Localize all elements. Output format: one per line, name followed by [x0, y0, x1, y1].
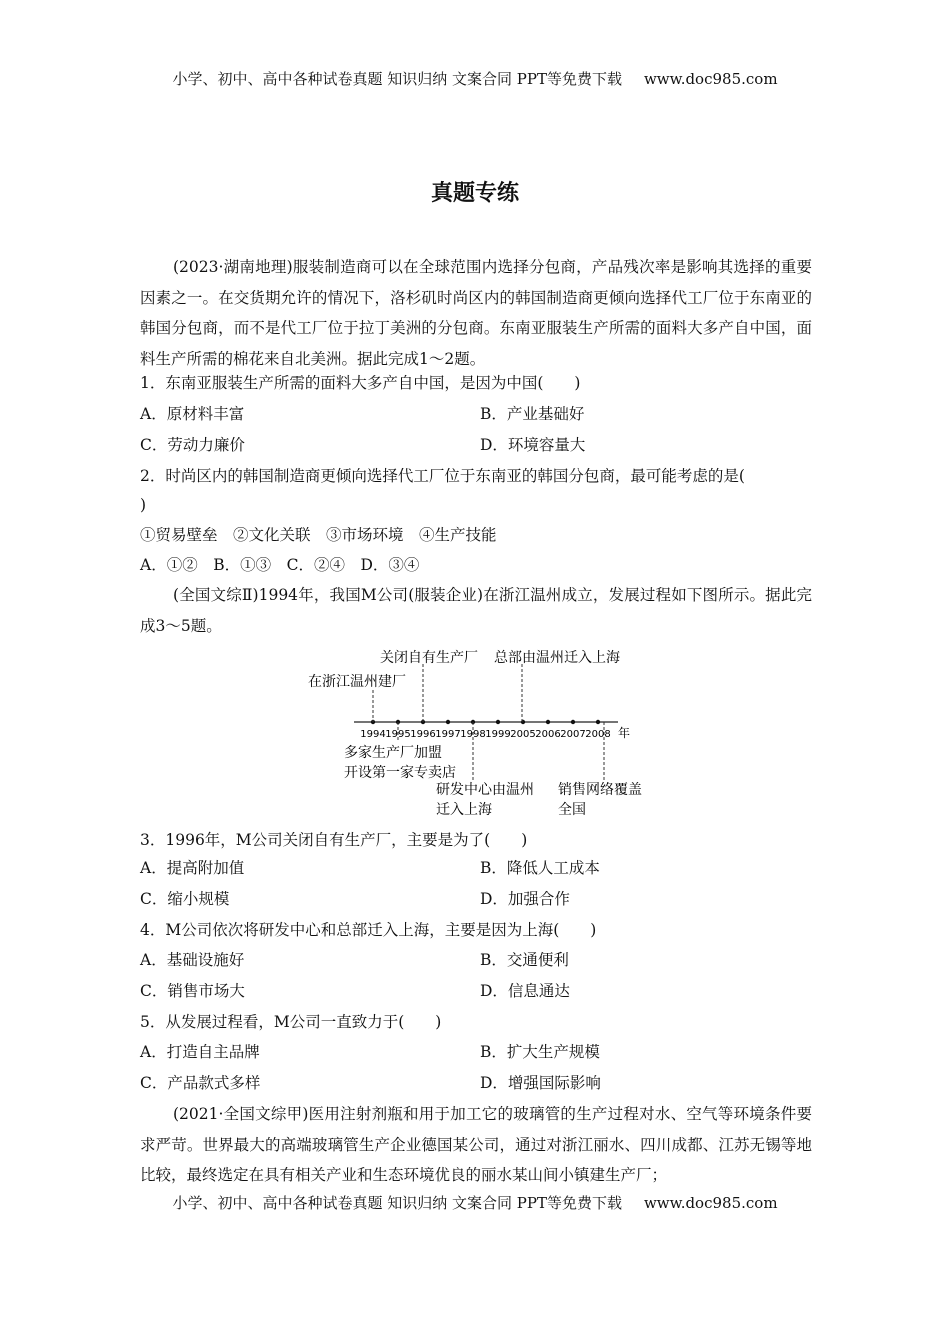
- footer-text: 小学、初中、高中各种试卷真题 知识归纳 文案合同 PPT等免费下载: [172, 1194, 622, 1212]
- timeline-year-1994: 1994: [360, 729, 386, 740]
- timeline-year-1996: 1996: [410, 729, 436, 740]
- q5-option-c: C．产品款式多样: [140, 1074, 261, 1092]
- q1-stem: 1．东南亚服装生产所需的面料大多产自中国，是因为中国( ): [140, 374, 581, 392]
- passage-2: (全国文综Ⅱ)1994年，我国M公司(服装企业)在浙江温州成立，发展过程如下图所示。据此完成3～5题。: [140, 586, 812, 635]
- q4-option-d: D．信息通达: [480, 982, 570, 1000]
- header-text: 小学、初中、高中各种试卷真题 知识归纳 文案合同 PPT等免费下载: [172, 70, 622, 88]
- timeline-year-2005: 2005: [510, 729, 536, 740]
- timeline-tick-1997: [446, 720, 450, 724]
- q5-option-a: A．打造自主品牌: [140, 1043, 260, 1061]
- page-title: 真题专练: [430, 181, 519, 206]
- timeline-year-2007: 2007: [560, 729, 586, 740]
- timeline-diagram: [300, 642, 660, 822]
- timeline-tick-2008: [596, 720, 600, 724]
- page-footer: [0, 1192, 950, 1213]
- event-1998-line2: 迁入上海: [436, 802, 492, 818]
- timeline-unit: 年: [618, 726, 631, 740]
- footer-site: www.doc985.com: [643, 1194, 778, 1212]
- event-1998-line1: 研发中心由温州: [436, 782, 534, 798]
- q2-options: A．①② B．①③ C．②④ D．③④: [140, 556, 420, 574]
- timeline-year-2008: 2008: [585, 729, 611, 740]
- q5-option-b: B．扩大生产规模: [480, 1043, 600, 1061]
- q4-option-c: C．销售市场大: [140, 982, 245, 1000]
- event-1995-line2: 开设第一家专卖店: [344, 765, 456, 781]
- timeline-year-1998: 1998: [460, 729, 486, 740]
- timeline-year-2006: 2006: [535, 729, 561, 740]
- q4-option-a: A．基础设施好: [140, 951, 245, 969]
- q1-option-c: C．劳动力廉价: [140, 436, 245, 454]
- passage-1: (2023·湖南地理)服装制造商可以在全球范围内选择分包商，产品残次率是影响其选择的重要因素之一。在交货期允许的情况下，洛杉矶时尚区内的韩国制造商更倾向选择代工厂位于东南亚的韩国分包商，而不是代工厂位于拉丁美洲的分包商。东南亚服装生产所需的面料大多产自中国，面料生产所需的棉花来自北美洲。据此完成1～2题。: [140, 258, 812, 368]
- event-2008-line2: 全国: [558, 802, 586, 818]
- event-1996: 关闭自有生产厂: [380, 650, 478, 666]
- q3-option-c: C．缩小规模: [140, 890, 230, 908]
- q3-option-d: D．加强合作: [480, 890, 570, 908]
- event-1995-line1: 多家生产厂加盟: [344, 745, 442, 761]
- q4-stem: 4．M公司依次将研发中心和总部迁入上海，主要是因为上海( ): [140, 921, 597, 939]
- q2-stem: 2．时尚区内的韩国制造商更倾向选择代工厂位于东南亚的韩国分包商，最可能考虑的是(: [140, 467, 745, 485]
- q5-option-d: D．增强国际影响: [480, 1074, 601, 1092]
- q4-option-b: B．交通便利: [480, 951, 569, 969]
- header-site: www.doc985.com: [643, 70, 778, 88]
- passage-3: (2021·全国文综甲)医用注射剂瓶和用于加工它的玻璃管的生产过程对水、空气等环境条件要求严苛。世界最大的高端玻璃管生产企业德国某公司，通过对浙江丽水、四川成都、江苏无锡等地比较，最终选定在具有相关产业和生态环境优良的丽水某山间小镇建生产厂；: [140, 1105, 812, 1184]
- timeline-tick-2007: [571, 720, 575, 724]
- q2-stem-end: ): [140, 496, 147, 514]
- timeline-tick-2006: [546, 720, 550, 724]
- page-header: [0, 68, 950, 89]
- timeline-year-1999: 1999: [485, 729, 511, 740]
- q3-option-a: A．提高附加值: [140, 859, 245, 877]
- q1-option-d: D．环境容量大: [480, 436, 586, 454]
- q5-stem: 5．从发展过程看，M公司一直致力于( ): [140, 1013, 442, 1031]
- q3-stem: 3．1996年，M公司关闭自有生产厂，主要是为了( ): [140, 831, 528, 849]
- q2-items: ①贸易壁垒 ②文化关联 ③市场环境 ④生产技能: [140, 526, 497, 544]
- event-1994: 在浙江温州建厂: [308, 674, 406, 690]
- q3-option-b: B．降低人工成本: [480, 859, 600, 877]
- timeline-year-1997: 1997: [435, 729, 461, 740]
- event-2008-line1: 销售网络覆盖: [558, 782, 642, 798]
- timeline-tick-2005: [521, 720, 525, 724]
- timeline-year-1995: 1995: [385, 729, 411, 740]
- timeline-tick-1999: [496, 720, 500, 724]
- event-2005: 总部由温州迁入上海: [494, 650, 620, 666]
- q1-option-b: B．产业基础好: [480, 405, 585, 423]
- q1-option-a: A．原材料丰富: [140, 405, 245, 423]
